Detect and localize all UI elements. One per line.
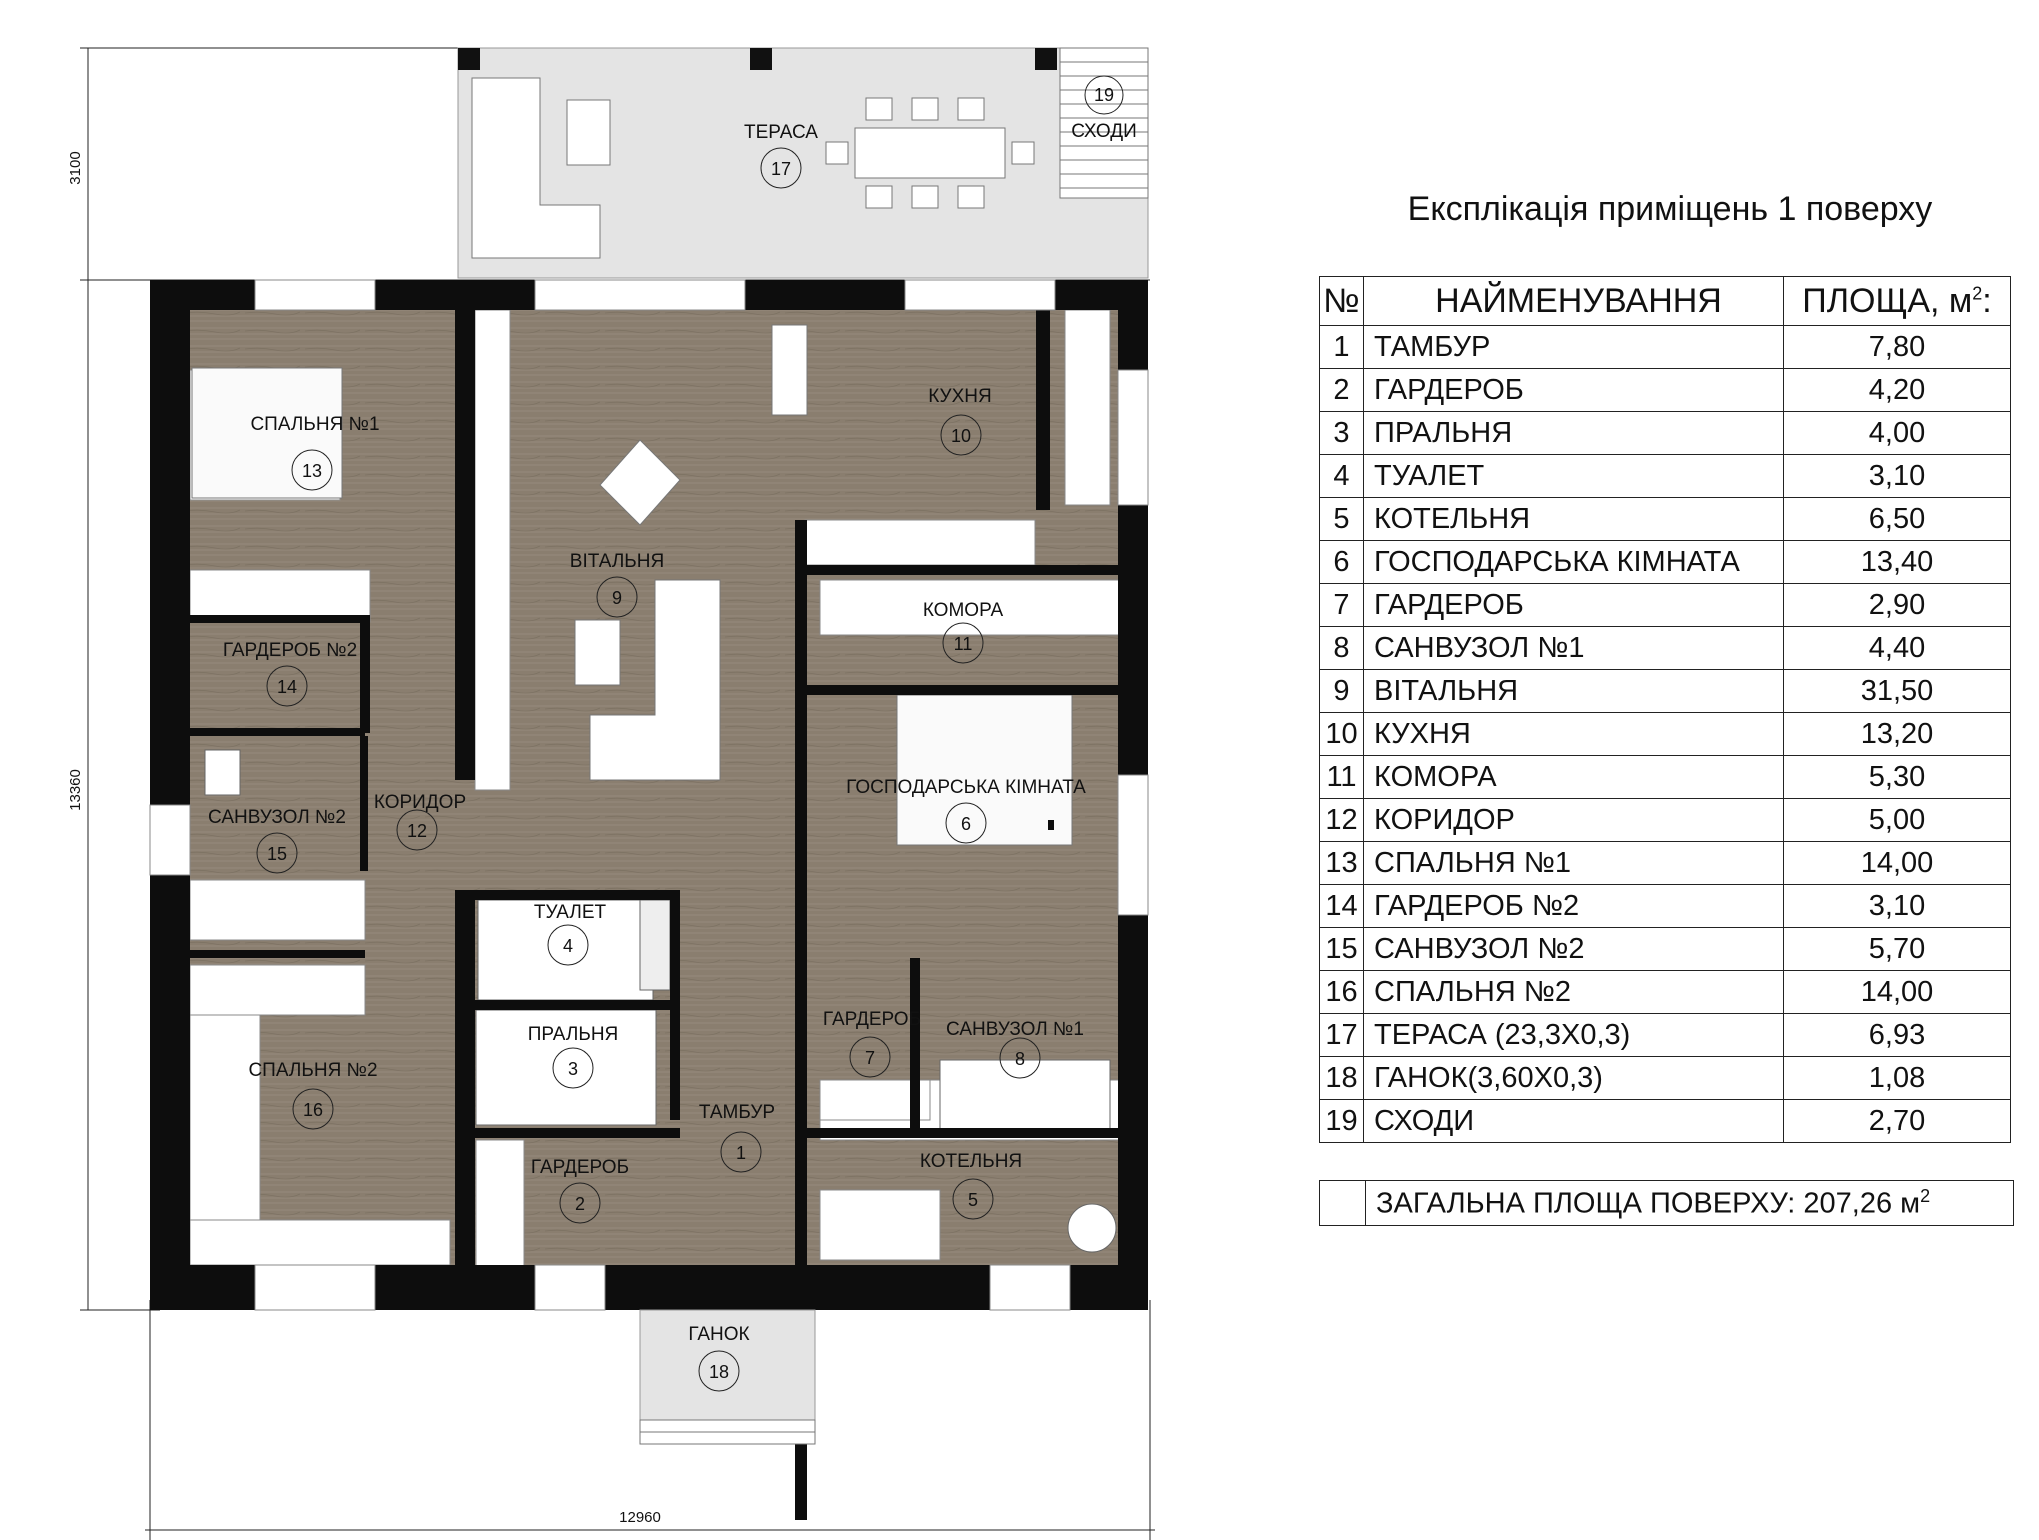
cell-name: КОТЕЛЬНЯ xyxy=(1364,498,1784,541)
cell-area: 3,10 xyxy=(1784,885,2011,928)
legend-title: Експлікація приміщень 1 поверху xyxy=(1407,190,1933,228)
table-row xyxy=(1320,842,2011,885)
num-stairs: 19 xyxy=(1093,85,1115,105)
cell-no: 15 xyxy=(1320,928,1364,971)
num-wardrobe-2: 2 xyxy=(574,1194,586,1214)
cell-area: 31,50 xyxy=(1784,670,2011,713)
dim-house-width: 12960 xyxy=(619,1509,661,1526)
label-utility: ГОСПОДАРСЬКА КІМНАТА xyxy=(846,777,1086,798)
porch-steps xyxy=(640,1420,815,1444)
cell-name: ВІТАЛЬНЯ xyxy=(1364,670,1784,713)
cell-no: 9 xyxy=(1320,670,1364,713)
cell-no: 17 xyxy=(1320,1014,1364,1057)
cell-no: 11 xyxy=(1320,756,1364,799)
table-row xyxy=(1320,541,2011,584)
header-name: НАЙМЕНУВАННЯ xyxy=(1364,277,1784,326)
table-row xyxy=(1320,412,2011,455)
num-living: 9 xyxy=(611,588,623,608)
table-row xyxy=(1320,1014,2011,1057)
cell-area: 13,40 xyxy=(1784,541,2011,584)
table-row xyxy=(1320,713,2011,756)
label-stairs: СХОДИ xyxy=(1071,121,1137,142)
cell-area: 14,00 xyxy=(1784,971,2011,1014)
label-pantry: КОМОРА xyxy=(922,600,1004,621)
cell-area: 5,00 xyxy=(1784,799,2011,842)
cell-area: 2,90 xyxy=(1784,584,2011,627)
cell-name: КУХНЯ xyxy=(1364,713,1784,756)
table-row xyxy=(1320,971,2011,1014)
num-laundry: 3 xyxy=(567,1059,579,1079)
label-boiler: КОТЕЛЬНЯ xyxy=(919,1151,1023,1172)
cell-area: 6,93 xyxy=(1784,1014,2011,1057)
table-row xyxy=(1320,1057,2011,1100)
label-wardrobe-2: ГАРДЕРОБ xyxy=(530,1157,630,1178)
cell-name: ГАНОК(3,60Х0,3) xyxy=(1364,1057,1784,1100)
label-terrace: ТЕРАСА xyxy=(744,122,818,143)
cell-no: 7 xyxy=(1320,584,1364,627)
table-row xyxy=(1320,670,2011,713)
num-bedroom2: 16 xyxy=(302,1100,324,1120)
explication-table xyxy=(1319,276,2011,1143)
cell-no: 13 xyxy=(1320,842,1364,885)
table-row xyxy=(1320,1100,2011,1143)
cell-area: 13,20 xyxy=(1784,713,2011,756)
num-toilet: 4 xyxy=(562,936,574,956)
cell-no: 14 xyxy=(1320,885,1364,928)
cell-no: 8 xyxy=(1320,627,1364,670)
total-area: ЗАГАЛЬНА ПЛОЩА ПОВЕРХУ: 207,26 $м^2$ xyxy=(1366,1181,2014,1226)
cell-name: ГАРДЕРОБ №2 xyxy=(1364,885,1784,928)
num-pantry: 11 xyxy=(953,634,973,654)
label-bath1: САНВУЗОЛ №1 xyxy=(946,1019,1084,1040)
total-area-table xyxy=(1319,1180,2014,1226)
cell-name: КОМОРА xyxy=(1364,756,1784,799)
cell-area: 4,40 xyxy=(1784,627,2011,670)
cell-name: ГОСПОДАРСЬКА КІМНАТА xyxy=(1364,541,1784,584)
cell-no: 3 xyxy=(1320,412,1364,455)
table-row xyxy=(1320,326,2011,369)
cell-name: ГАРДЕРОБ xyxy=(1364,584,1784,627)
table-row xyxy=(1320,928,2011,971)
cell-area: 2,70 xyxy=(1784,1100,2011,1143)
label-vestibule: ТАМБУР xyxy=(698,1102,776,1123)
num-wardrobe2: 14 xyxy=(276,677,298,697)
cell-name: САНВУЗОЛ №1 xyxy=(1364,627,1784,670)
table-row xyxy=(1320,584,2011,627)
cell-name: СПАЛЬНЯ №1 xyxy=(1364,842,1784,885)
cell-no: 2 xyxy=(1320,369,1364,412)
num-boiler: 5 xyxy=(967,1190,979,1210)
num-utility: 6 xyxy=(960,814,972,834)
num-bedroom1: 13 xyxy=(301,461,323,481)
cell-no: 10 xyxy=(1320,713,1364,756)
cell-name: ТУАЛЕТ xyxy=(1364,455,1784,498)
cell-area: 5,70 xyxy=(1784,928,2011,971)
label-bedroom1: СПАЛЬНЯ №1 xyxy=(250,414,380,435)
num-vestibule: 1 xyxy=(735,1143,747,1163)
label-laundry: ПРАЛЬНЯ xyxy=(527,1024,619,1045)
label-living: ВІТАЛЬНЯ xyxy=(569,551,665,572)
table-row xyxy=(1320,498,2011,541)
table-row xyxy=(1320,799,2011,842)
cell-area: 14,00 xyxy=(1784,842,2011,885)
cell-area: 7,80 xyxy=(1784,326,2011,369)
cell-name: ТАМБУР xyxy=(1364,326,1784,369)
cell-name: САНВУЗОЛ №2 xyxy=(1364,928,1784,971)
label-bedroom2: СПАЛЬНЯ №2 xyxy=(248,1060,378,1081)
label-porch: ГАНОК xyxy=(688,1324,750,1345)
cell-no: 4 xyxy=(1320,455,1364,498)
num-kitchen: 10 xyxy=(950,426,972,446)
cell-area: 6,50 xyxy=(1784,498,2011,541)
num-bath1: 8 xyxy=(1014,1049,1026,1069)
num-corridor: 12 xyxy=(406,821,428,841)
num-terrace: 17 xyxy=(770,159,792,179)
dim-house-height: 13360 xyxy=(67,769,84,811)
table-row xyxy=(1320,756,2011,799)
table-row xyxy=(1320,627,2011,670)
num-porch: 18 xyxy=(708,1362,730,1382)
label-wardrobe2: ГАРДЕРОБ №2 xyxy=(222,640,358,661)
label-bath2: САНВУЗОЛ №2 xyxy=(208,807,346,828)
cell-area: 3,10 xyxy=(1784,455,2011,498)
cell-area: 4,00 xyxy=(1784,412,2011,455)
cell-area: 1,08 xyxy=(1784,1057,2011,1100)
cell-area: 4,20 xyxy=(1784,369,2011,412)
num-bath2: 15 xyxy=(266,844,288,864)
label-wardrobe7: ГАРДЕРОБ xyxy=(822,1009,922,1030)
cell-name: СПАЛЬНЯ №2 xyxy=(1364,971,1784,1014)
label-corridor: КОРИДОР xyxy=(373,792,467,813)
cell-no: 16 xyxy=(1320,971,1364,1014)
cell-area: 5,30 xyxy=(1784,756,2011,799)
cell-no: 12 xyxy=(1320,799,1364,842)
header-area: ПЛОЩА, $м^2$: xyxy=(1784,277,2011,326)
num-wardrobe7: 7 xyxy=(864,1048,876,1068)
table-row xyxy=(1320,455,2011,498)
label-kitchen: КУХНЯ xyxy=(928,386,992,407)
dim-top-height: 3100 xyxy=(67,151,84,185)
cell-no: 19 xyxy=(1320,1100,1364,1143)
table-row xyxy=(1320,369,2011,412)
cell-no: 5 xyxy=(1320,498,1364,541)
header-no: № xyxy=(1320,277,1364,326)
cell-name: КОРИДОР xyxy=(1364,799,1784,842)
label-toilet: ТУАЛЕТ xyxy=(533,902,607,923)
table-header-row xyxy=(1320,277,2011,326)
cell-no: 18 xyxy=(1320,1057,1364,1100)
cell-no: 6 xyxy=(1320,541,1364,584)
cell-name: СХОДИ xyxy=(1364,1100,1784,1143)
cell-no: 1 xyxy=(1320,326,1364,369)
total-empty-cell xyxy=(1320,1181,1366,1226)
cell-name: ТЕРАСА (23,3Х0,3) xyxy=(1364,1014,1784,1057)
cell-name: ГАРДЕРОБ xyxy=(1364,369,1784,412)
table-row xyxy=(1320,885,2011,928)
cell-name: ПРАЛЬНЯ xyxy=(1364,412,1784,455)
